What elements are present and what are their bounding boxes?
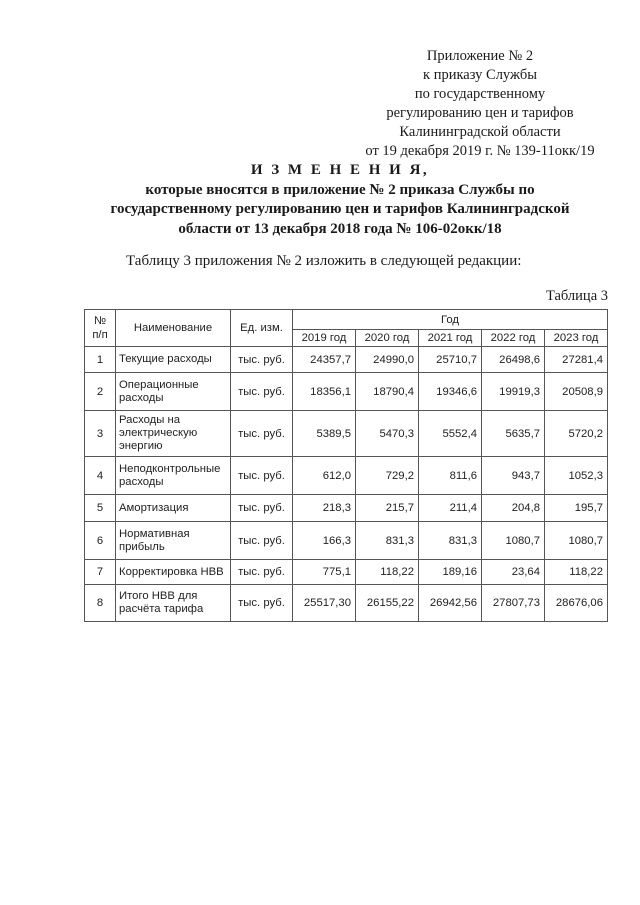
row-value: 24990,0 — [356, 347, 419, 373]
row-unit: тыс. руб. — [231, 457, 293, 495]
col-header-year: 2022 год — [482, 330, 545, 347]
header-line: по государственному — [414, 86, 546, 102]
row-value: 118,22 — [545, 560, 608, 585]
col-header-year: 2021 год — [419, 330, 482, 347]
header-line: Приложение № 2 — [426, 48, 534, 64]
header-line: регулированию цен и тарифов — [386, 105, 574, 121]
row-value: 831,3 — [356, 522, 419, 560]
col-header-year: 2023 год — [545, 330, 608, 347]
document-title — [80, 161, 600, 239]
row-value: 25710,7 — [419, 347, 482, 373]
table-row — [85, 347, 608, 373]
row-num: 1 — [85, 347, 116, 373]
col-header-name: Наименование — [116, 310, 231, 347]
row-value: 1080,7 — [482, 522, 545, 560]
table-label: Таблица 3 — [545, 288, 608, 304]
row-name: Неподконтрольные расходы — [116, 457, 231, 495]
col-header-year-group: Год — [293, 310, 608, 330]
header-line: Калининградской области — [399, 124, 561, 140]
table-row — [85, 457, 608, 495]
row-value: 5720,2 — [545, 411, 608, 457]
table-row — [85, 411, 608, 457]
row-value: 204,8 — [482, 495, 545, 522]
row-name: Корректировка НВВ — [116, 560, 231, 585]
table-row — [85, 585, 608, 622]
row-num: 4 — [85, 457, 116, 495]
row-value: 18790,4 — [356, 373, 419, 411]
col-header-unit: Ед. изм. — [231, 310, 293, 347]
row-value: 19346,6 — [419, 373, 482, 411]
row-value: 23,64 — [482, 560, 545, 585]
header-line: от 19 декабря 2019 г. № 139-11окк/19 — [365, 143, 595, 159]
header-line: к приказу Службы — [423, 67, 537, 83]
row-value: 27807,73 — [482, 585, 545, 622]
table-row — [85, 373, 608, 411]
row-num: 8 — [85, 585, 116, 622]
row-value: 26155,22 — [356, 585, 419, 622]
row-num: 3 — [85, 411, 116, 457]
col-header-year: 2019 год — [293, 330, 356, 347]
row-unit: тыс. руб. — [231, 585, 293, 622]
row-num: 2 — [85, 373, 116, 411]
row-value: 5470,3 — [356, 411, 419, 457]
row-value: 831,3 — [419, 522, 482, 560]
row-value: 5389,5 — [293, 411, 356, 457]
row-value: 118,22 — [356, 560, 419, 585]
row-value: 1080,7 — [545, 522, 608, 560]
row-value: 26498,6 — [482, 347, 545, 373]
row-value: 775,1 — [293, 560, 356, 585]
title-line: области от 13 декабря 2018 года № 106-02окк/18 — [178, 220, 502, 237]
row-value: 5635,7 — [482, 411, 545, 457]
row-value: 211,4 — [419, 495, 482, 522]
row-value: 25517,30 — [293, 585, 356, 622]
row-value: 729,2 — [356, 457, 419, 495]
row-unit: тыс. руб. — [231, 495, 293, 522]
title-line: которые вносятся в приложение № 2 приказа Службы по — [145, 181, 535, 198]
appendix-header — [360, 47, 600, 161]
row-value: 18356,1 — [293, 373, 356, 411]
row-name: Итого НВВ для расчёта тарифа — [116, 585, 231, 622]
row-name: Нормативная прибыль — [116, 522, 231, 560]
row-value: 612,0 — [293, 457, 356, 495]
row-name: Амортизация — [116, 495, 231, 522]
row-value: 218,3 — [293, 495, 356, 522]
row-unit: тыс. руб. — [231, 411, 293, 457]
row-unit: тыс. руб. — [231, 560, 293, 585]
table-row — [85, 522, 608, 560]
row-value: 943,7 — [482, 457, 545, 495]
row-value: 195,7 — [545, 495, 608, 522]
row-unit: тыс. руб. — [231, 373, 293, 411]
title-line: государственному регулированию цен и тарифов Калининградской — [110, 201, 570, 217]
row-name: Расходы на электрическую энергию — [116, 411, 231, 457]
row-num: 6 — [85, 522, 116, 560]
row-name: Операционные расходы — [116, 373, 231, 411]
row-value: 166,3 — [293, 522, 356, 560]
row-num: 5 — [85, 495, 116, 522]
row-value: 215,7 — [356, 495, 419, 522]
row-value: 28676,06 — [545, 585, 608, 622]
col-header-year: 2020 год — [356, 330, 419, 347]
row-value: 19919,3 — [482, 373, 545, 411]
instruction-text: Таблицу 3 приложения № 2 изложить в следующей редакции: — [126, 253, 522, 269]
row-num: 7 — [85, 560, 116, 585]
row-value: 26942,56 — [419, 585, 482, 622]
row-value: 189,16 — [419, 560, 482, 585]
table-row — [85, 560, 608, 585]
costs-table — [84, 309, 608, 622]
row-name: Текущие расходы — [116, 347, 231, 373]
title-heading: И З М Е Н Е Н И Я, — [250, 162, 430, 178]
row-unit: тыс. руб. — [231, 522, 293, 560]
row-value: 811,6 — [419, 457, 482, 495]
row-value: 5552,4 — [419, 411, 482, 457]
row-unit: тыс. руб. — [231, 347, 293, 373]
row-value: 1052,3 — [545, 457, 608, 495]
row-value: 27281,4 — [545, 347, 608, 373]
row-value: 24357,7 — [293, 347, 356, 373]
table-row — [85, 495, 608, 522]
row-value: 20508,9 — [545, 373, 608, 411]
col-header-num: № п/п — [85, 310, 116, 347]
